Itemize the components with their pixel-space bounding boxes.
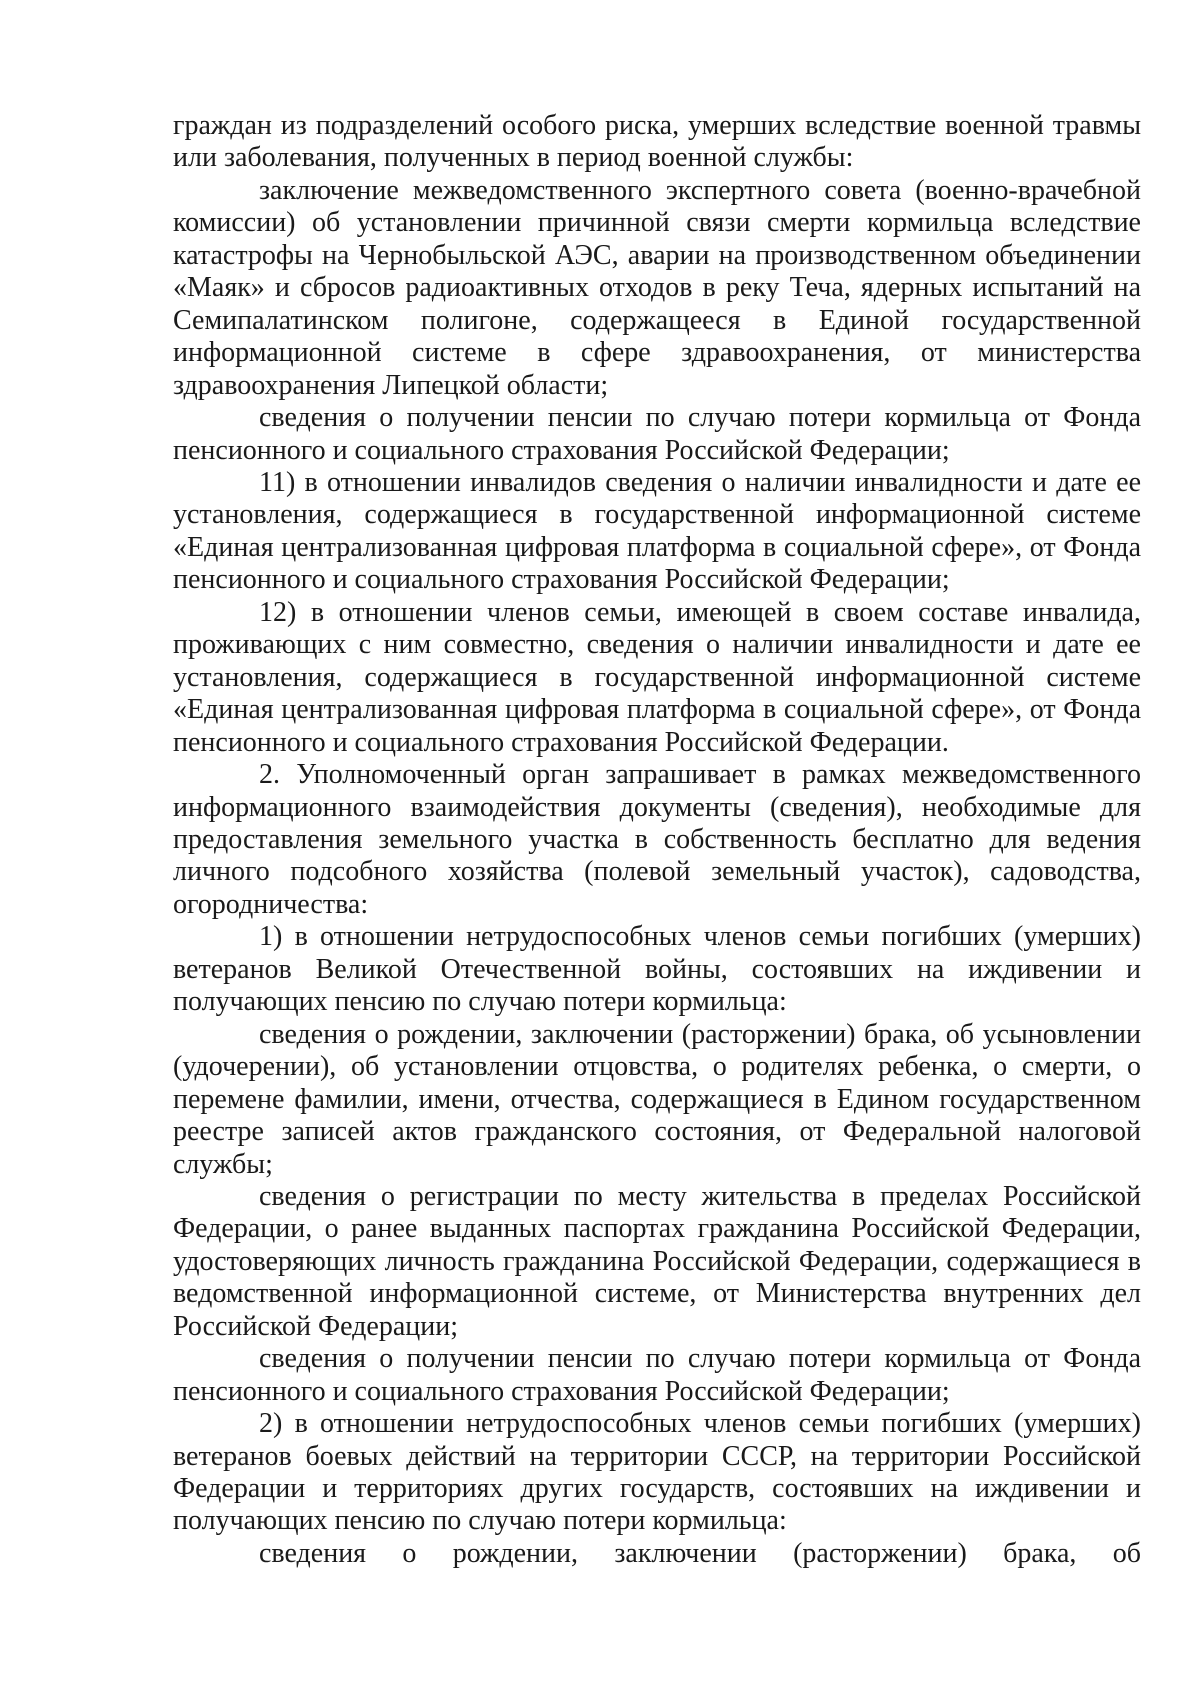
paragraph: сведения о рождении, заключении (расторжении) брака, об	[259, 1537, 1141, 1569]
paragraph: сведения о регистрации по месту жительства в пределах Российской Федерации, о ранее выданных паспортах гражданина Российской Федерации, удостоверяющих личность гражданина Российской Федерации, содержащиеся в ведомственной информационной системе, от Министерства внутренних дел Российской Федерации;	[173, 1180, 1141, 1342]
paragraph: заключение межведомственного экспертного совета (военно-врачебной комиссии) об установлении причинной связи смерти кормильца вследствие катастрофы на Чернобыльской АЭС, аварии на производственном объединении «Маяк» и сбросов радиоактивных отходов в реку Теча, ядерных испытаний на Семипалатинском полигоне, содержащееся в Единой государственной информационной системе в сфере здравоохранения, от министерства здравоохранения Липецкой области;	[173, 174, 1141, 401]
paragraph: 1) в отношении нетрудоспособных членов семьи погибших (умерших) ветеранов Великой Отечественной войны, состоявших на иждивении и получающих пенсию по случаю потери кормильца:	[173, 921, 1141, 1018]
paragraph: сведения о рождении, заключении (расторжении) брака, об усыновлении (удочерении), об установлении отцовства, о родителях ребенка, о смерти, о перемене фамилии, имени, отчества, содержащиеся в Едином государственном реестре записей актов гражданского состояния, от Федеральной налоговой службы;	[173, 1018, 1141, 1180]
paragraph: 11) в отношении инвалидов сведения о наличии инвалидности и дате ее установления, содержащиеся в государственной информационной системе «Единая централизованная цифровая платформа в социальной сфере», от Фонда пенсионного и социального страхования Российской Федерации;	[173, 466, 1141, 596]
paragraph: 2. Уполномоченный орган запрашивает в рамках межведомственного информационного взаимодействия документы (сведения), необходимые для предоставления земельного участка в собственность бесплатно для ведения личного подсобного хозяйства (полевой земельный участок), садоводства, огородничества:	[173, 759, 1141, 920]
paragraph: граждан из подразделений особого риска, умерших вследствие военной травмы или заболевания, полученных в период военной службы:	[173, 110, 1141, 174]
document-body	[173, 110, 1141, 1570]
paragraph: 2) в отношении нетрудоспособных членов семьи погибших (умерших) ветеранов боевых действий на территории СССР, на территории Российской Федерации и территориях других государств, состоявших на иждивении и получающих пенсию по случаю потери кормильца:	[173, 1408, 1141, 1537]
paragraph: 12) в отношении членов семьи, имеющей в своем составе инвалида, проживающих с ним совместно, сведения о наличии инвалидности и дате ее установления, содержащиеся в государственной информационной системе «Единая централизованная цифровая платформа в социальной сфере», от Фонда пенсионного и социального страхования Российской Федерации.	[173, 596, 1141, 758]
paragraph: сведения о получении пенсии по случаю потери кормильца от Фонда пенсионного и социального страхования Российской Федерации;	[173, 1343, 1141, 1407]
paragraph: сведения о получении пенсии по случаю потери кормильца от Фонда пенсионного и социального страхования Российской Федерации;	[173, 402, 1141, 466]
